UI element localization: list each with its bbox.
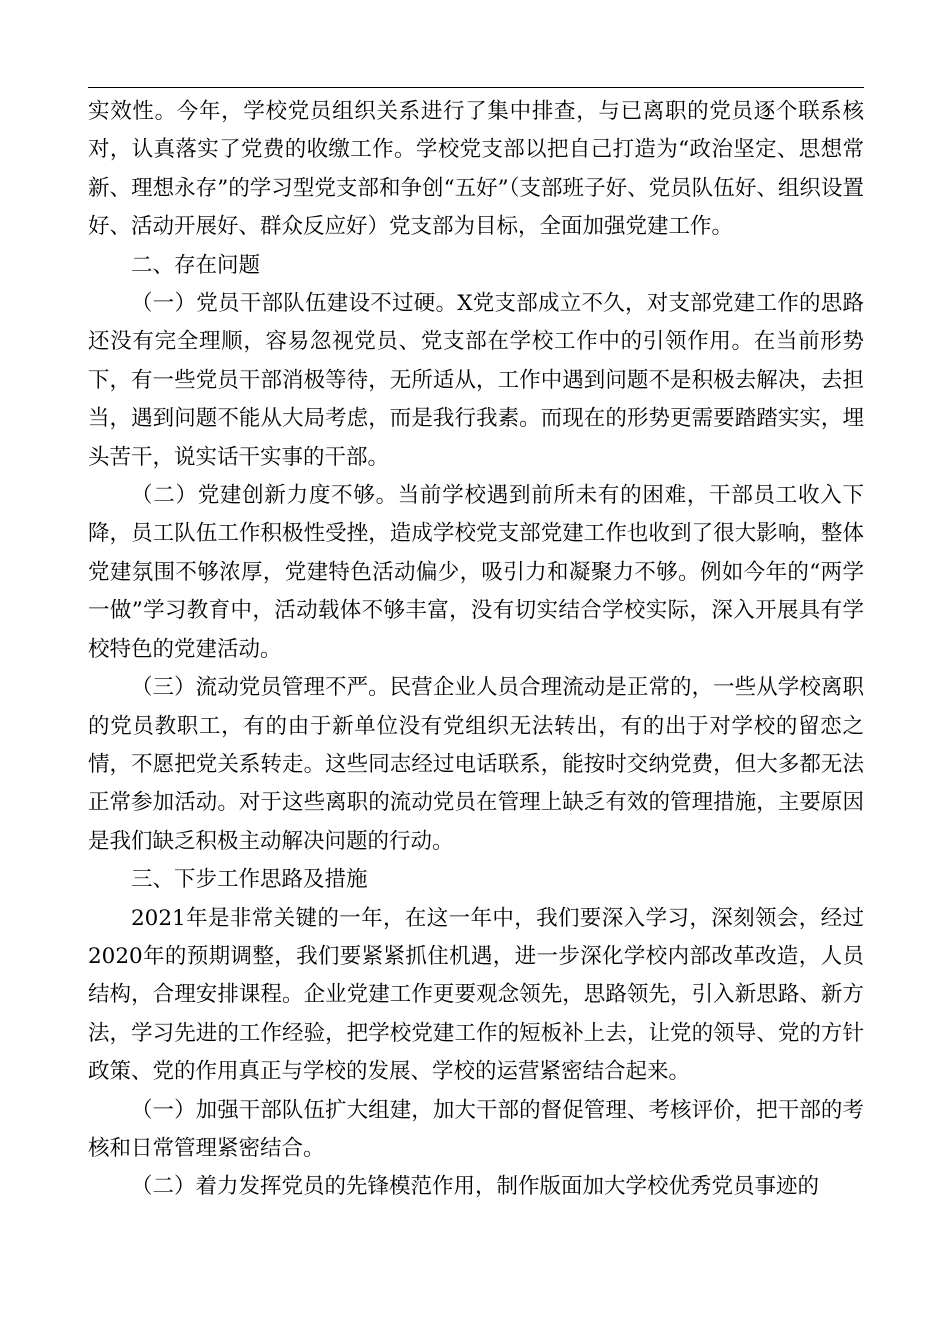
header-rule (88, 87, 864, 88)
paragraph-problem-3: （三）流动党员管理不严。民营企业人员合理流动是正常的，一些从学校离职的党员教职工，有的由于新单位没有党组织无法转出，有的出于对学校的留恋之情，不愿把党关系转走。这些同志经过电话联系，能按时交纳党费，但大多都无法正常参加活动。对于这些离职的流动党员在管理上缺乏有效的管理措施，主要原因是我们缺乏积极主动解决问题的行动。 (88, 675, 864, 854)
paragraph-measure-1: （一）加强干部队伍扩大组建，加大干部的督促管理、考核评价，把干部的考核和日常管理紧密结合。 (88, 1097, 864, 1161)
paragraph-problem-2: （二）党建创新力度不够。当前学校遇到前所未有的困难，干部员工收入下降，员工队伍工作积极性受挫，造成学校党支部党建工作也收到了很大影响，整体党建氛围不够浓厚，党建特色活动偏少，吸引力和凝聚力不够。例如今年的“两学一做”学习教育中，活动载体不够丰富，没有切实结合学校实际，深入开展具有学校特色的党建活动。 (88, 483, 864, 662)
paragraph-problem-1: （一）党员干部队伍建设不过硬。X党支部成立不久，对支部党建工作的思路还没有完全理顺，容易忽视党员、党支部在学校工作中的引领作用。在当前形势下，有一些党员干部消极等待，无所适从，工作中遇到问题不是积极去解决，去担当，遇到问题不能从大局考虑，而是我行我素。而现在的形势更需要踏踏实实，埋头苦干，说实话干实事的干部。 (88, 291, 864, 470)
document-body (88, 93, 864, 1207)
section-heading-next-steps: 三、下步工作思路及措施 (131, 867, 368, 893)
paragraph-measure-2: （二）着力发挥党员的先锋模范作用，制作版面加大学校优秀党员事迹的 (131, 1174, 820, 1200)
section-heading-problems: 二、存在问题 (131, 252, 261, 278)
paragraph-continuation: 实效性。今年，学校党员组织关系进行了集中排查，与已离职的党员逐个联系核对，认真落实了党费的收缴工作。学校党支部以把自己打造为“政治坚定、思想常新、理想永存”的学习型党支部和争创“五好”（支部班子好、党员队伍好、组织设置好、活动开展好、群众反应好）党支部为目标，全面加强党建工作。 (88, 99, 864, 240)
paragraph-next-steps-intro: 2021年是非常关键的一年，在这一年中，我们要深入学习，深刻领会，经过2020年的预期调整，我们要紧紧抓住机遇，进一步深化学校内部改革改造，人员结构，合理安排课程。企业党建工作更要观念领先，思路领先，引入新思路、新方法，学习先进的工作经验，把学校党建工作的短板补上去，让党的领导、党的方针政策、党的作用真正与学校的发展、学校的运营紧密结合起来。 (88, 905, 864, 1085)
